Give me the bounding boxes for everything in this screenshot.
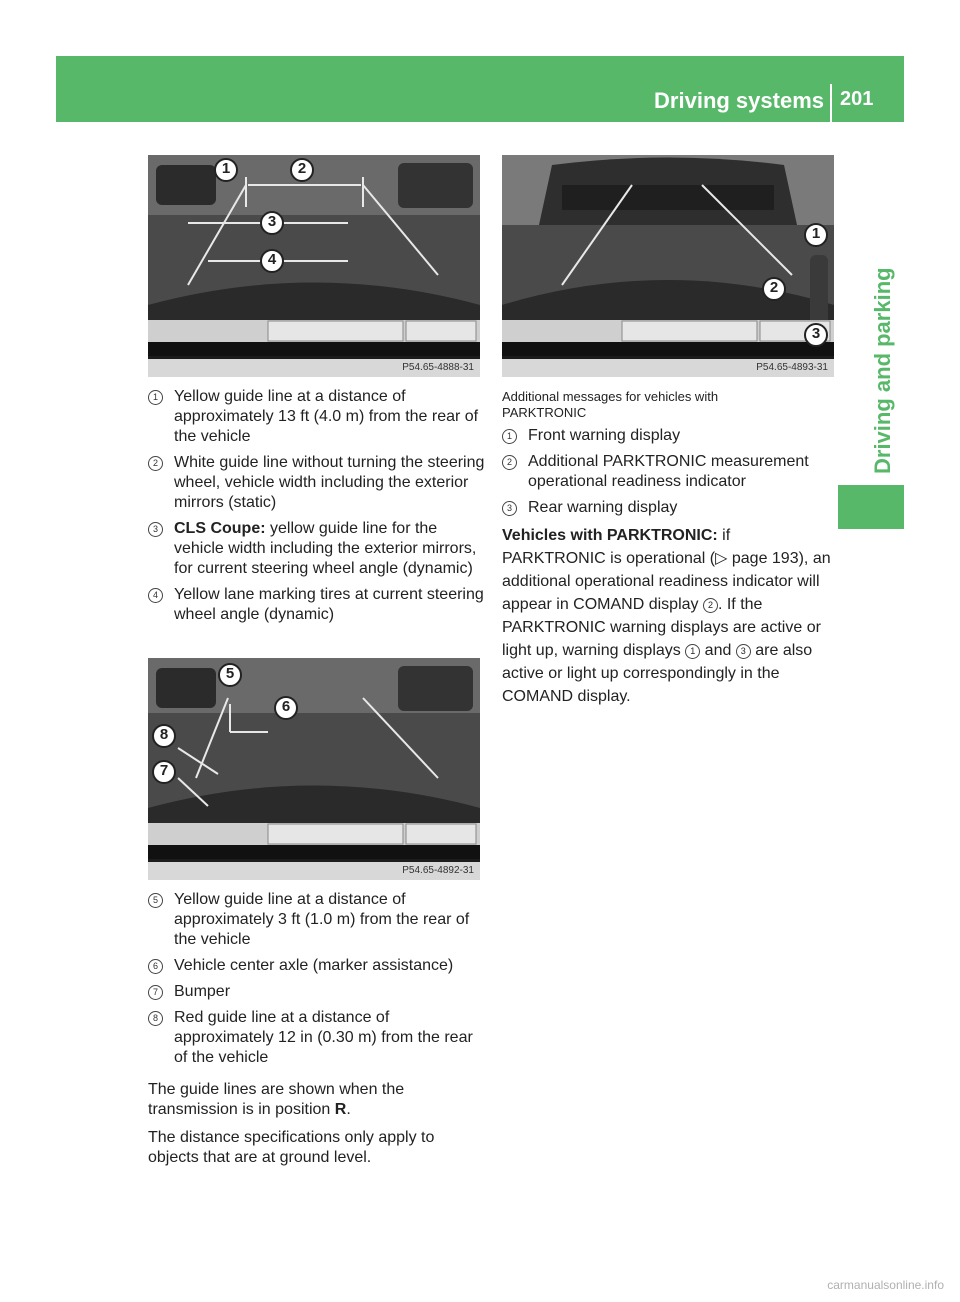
figure-3-caption: Additional messages for vehicles with PARKTRONIC (502, 389, 719, 420)
header-divider (830, 84, 832, 122)
item-text: Red guide line at a distance of approximately 12 in (0.30 m) from the rear of the vehicle (174, 1009, 473, 1066)
item-number: 7 (148, 985, 163, 1000)
item-text: yellow guide line for the vehicle width including the exterior mirrors, for current steering wheel angle (dynamic) (174, 520, 477, 577)
watermark: carmanualsonline.info (827, 1278, 944, 1292)
callout-3: 3 (804, 323, 828, 347)
callout-4: 4 (260, 249, 284, 273)
para-text: . (346, 1101, 351, 1118)
item-text: Yellow guide line at a distance of approximately 13 ft (4.0 m) from the rear of the vehicle (174, 388, 479, 445)
inline-number: 1 (685, 644, 700, 659)
legend-item (148, 956, 488, 976)
item-text: White guide line without turning the steering wheel, vehicle width including the exterior mirrors (static) (174, 454, 485, 511)
legend-item (148, 519, 488, 579)
legend-list-2 (148, 890, 488, 1074)
item-number: 1 (148, 390, 163, 405)
page-reference-arrow-icon: ▷ (715, 550, 728, 567)
side-tab-block (838, 485, 904, 529)
legend-item (148, 890, 488, 950)
item-text: Yellow guide line at a distance of approximately 3 ft (1.0 m) from the rear of the vehicle (174, 891, 470, 948)
legend-item (148, 585, 488, 625)
callout-1: 1 (804, 223, 828, 247)
legend-item (148, 1008, 488, 1068)
camera-figure-1 (148, 155, 480, 377)
legend-item (502, 498, 837, 518)
callout-7: 7 (152, 760, 176, 784)
item-number: 2 (502, 455, 517, 470)
figure-code-2: P54.65-4892-31 (148, 862, 480, 880)
para-text: are also active or light up correspondingly in the COMAND display. (502, 642, 813, 705)
section-title: Driving systems (654, 88, 824, 113)
camera-figure-2 (148, 658, 480, 880)
item-number: 6 (148, 959, 163, 974)
distance-paragraph (148, 1128, 478, 1168)
item-number: 8 (148, 1011, 163, 1026)
item-text: Additional PARKTRONIC measurement operational readiness indicator (528, 453, 809, 490)
item-number: 4 (148, 588, 163, 603)
figure-code-3: P54.65-4893-31 (502, 359, 834, 377)
camera-view-image-3 (502, 155, 834, 377)
item-text: Yellow lane marking tires at current steering wheel angle (dynamic) (174, 586, 484, 623)
item-text: Vehicle center axle (marker assistance) (174, 957, 454, 974)
callout-2: 2 (290, 158, 314, 182)
camera-view-image-2 (148, 658, 480, 880)
legend-item (148, 453, 488, 513)
callout-6: 6 (274, 696, 298, 720)
item-bold: CLS Coupe: (174, 520, 266, 537)
para-bold: R (334, 1101, 347, 1118)
callout-5: 5 (218, 663, 242, 687)
para-text: . If the PARKTRONIC warning displays are active or light up, warning displays (502, 596, 821, 659)
legend-item (148, 387, 488, 447)
item-number: 1 (502, 429, 517, 444)
legend-item (148, 982, 488, 1002)
side-tab (838, 122, 904, 482)
para-text: The guide lines are shown when the transmission is in position (148, 1081, 405, 1118)
para-text: page 193), an additional operational readiness indicator will appear in COMAND display (502, 550, 831, 613)
item-text: Bumper (174, 983, 231, 1000)
inline-number: 3 (736, 644, 751, 659)
figure-code-1: P54.65-4888-31 (148, 359, 480, 377)
side-tab-label: Driving and parking (870, 267, 895, 474)
camera-view-image-1 (148, 155, 480, 377)
legend-list-3 (502, 426, 837, 524)
para-text: if PARKTRONIC is operational ( (502, 527, 731, 567)
callout-8: 8 (152, 724, 176, 748)
callout-1: 1 (214, 158, 238, 182)
item-number: 3 (148, 522, 163, 537)
callout-2: 2 (762, 277, 786, 301)
item-number: 3 (502, 501, 517, 516)
item-text: Rear warning display (528, 499, 678, 516)
guide-lines-paragraph (148, 1080, 478, 1120)
item-number: 2 (148, 456, 163, 471)
item-number: 5 (148, 893, 163, 908)
item-text: Front warning display (528, 427, 681, 444)
para-text: The distance specifications only apply to objects that are at ground level. (148, 1129, 435, 1166)
legend-list-1 (148, 387, 488, 631)
legend-item (502, 452, 837, 492)
camera-figure-3 (502, 155, 834, 377)
para-text: and (700, 642, 736, 659)
inline-number: 2 (703, 598, 718, 613)
page-number: 201 (840, 88, 874, 110)
parktronic-paragraph (502, 524, 836, 708)
callout-3: 3 (260, 211, 284, 235)
para-bold: Vehicles with PARKTRONIC: (502, 527, 718, 544)
legend-item (502, 426, 837, 446)
